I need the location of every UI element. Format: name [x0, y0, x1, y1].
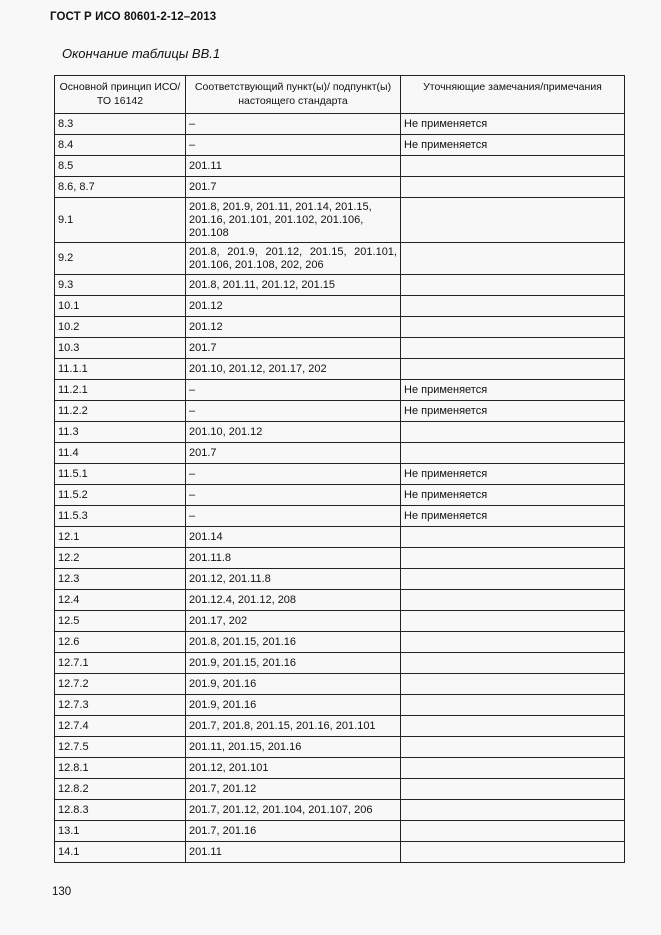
principle-cell: 11.2.2 [55, 401, 186, 422]
principle-cell: 8.5 [55, 156, 186, 177]
clauses-cell: – [186, 114, 401, 135]
table-row [55, 422, 625, 443]
notes-cell: Не применяется [401, 485, 625, 506]
table-row [55, 653, 625, 674]
clauses-cell: 201.11, 201.15, 201.16 [186, 737, 401, 758]
principle-cell: 12.1 [55, 527, 186, 548]
table-body [55, 114, 625, 863]
table-row [55, 296, 625, 317]
notes-cell [401, 275, 625, 296]
clauses-cell: 201.8, 201.11, 201.12, 201.15 [186, 275, 401, 296]
table-row [55, 506, 625, 527]
table-row [55, 198, 625, 243]
clauses-cell: 201.14 [186, 527, 401, 548]
principle-cell: 11.5.2 [55, 485, 186, 506]
principle-cell: 8.4 [55, 135, 186, 156]
clauses-cell: – [186, 506, 401, 527]
clauses-cell: 201.8, 201.9, 201.11, 201.14, 201.15, 201.16, 201.101, 201.102, 201.106, 201.108 [186, 198, 401, 243]
principle-cell: 11.5.1 [55, 464, 186, 485]
principle-cell: 12.8.1 [55, 758, 186, 779]
clauses-cell: 201.10, 201.12 [186, 422, 401, 443]
clauses-cell: – [186, 485, 401, 506]
clauses-cell: 201.7 [186, 338, 401, 359]
notes-cell [401, 653, 625, 674]
clauses-cell: 201.9, 201.15, 201.16 [186, 653, 401, 674]
clauses-cell: 201.7, 201.12 [186, 779, 401, 800]
notes-cell [401, 800, 625, 821]
notes-cell [401, 716, 625, 737]
clauses-cell: 201.11 [186, 842, 401, 863]
notes-cell [401, 338, 625, 359]
notes-cell [401, 243, 625, 275]
notes-cell [401, 842, 625, 863]
clauses-cell: 201.7, 201.8, 201.15, 201.16, 201.101 [186, 716, 401, 737]
table-row [55, 275, 625, 296]
principle-cell: 12.7.4 [55, 716, 186, 737]
principle-cell: 11.1.1 [55, 359, 186, 380]
notes-cell [401, 737, 625, 758]
notes-cell: Не применяется [401, 401, 625, 422]
notes-cell [401, 674, 625, 695]
notes-cell [401, 569, 625, 590]
principle-cell: 12.3 [55, 569, 186, 590]
header-principle: Основной принцип ИСО/ТО 16142 [55, 76, 186, 114]
notes-cell [401, 177, 625, 198]
notes-cell [401, 296, 625, 317]
clauses-cell: 201.11.8 [186, 548, 401, 569]
notes-cell [401, 198, 625, 243]
table-row [55, 443, 625, 464]
table-row [55, 737, 625, 758]
clauses-cell: 201.7 [186, 443, 401, 464]
table-row [55, 716, 625, 737]
notes-cell [401, 548, 625, 569]
principle-cell: 12.7.5 [55, 737, 186, 758]
table-row [55, 590, 625, 611]
principle-cell: 12.7.1 [55, 653, 186, 674]
table-caption: Окончание таблицы ВВ.1 [62, 46, 221, 61]
table-row [55, 527, 625, 548]
clauses-cell: 201.12 [186, 296, 401, 317]
notes-cell: Не применяется [401, 380, 625, 401]
clauses-cell: 201.7 [186, 177, 401, 198]
notes-cell [401, 156, 625, 177]
principle-cell: 11.2.1 [55, 380, 186, 401]
principle-cell: 11.4 [55, 443, 186, 464]
clauses-cell: – [186, 380, 401, 401]
notes-cell [401, 758, 625, 779]
notes-cell [401, 611, 625, 632]
clauses-cell: 201.12 [186, 317, 401, 338]
notes-cell: Не применяется [401, 464, 625, 485]
principle-cell: 9.3 [55, 275, 186, 296]
header-clauses: Соответствующий пункт(ы)/ подпункт(ы) настоящего стандарта [186, 76, 401, 114]
clauses-cell: – [186, 401, 401, 422]
principle-cell: 12.7.2 [55, 674, 186, 695]
principle-cell: 12.4 [55, 590, 186, 611]
table-row [55, 674, 625, 695]
principle-cell: 11.5.3 [55, 506, 186, 527]
principle-cell: 8.3 [55, 114, 186, 135]
clauses-cell: 201.8, 201.15, 201.16 [186, 632, 401, 653]
table-row [55, 548, 625, 569]
clauses-cell: – [186, 135, 401, 156]
table-row [55, 821, 625, 842]
table-row [55, 114, 625, 135]
clauses-cell: 201.12, 201.101 [186, 758, 401, 779]
notes-cell [401, 422, 625, 443]
principle-cell: 12.8.2 [55, 779, 186, 800]
page-number: 130 [52, 886, 72, 898]
clauses-cell: 201.7, 201.16 [186, 821, 401, 842]
table-row [55, 758, 625, 779]
table-row [55, 380, 625, 401]
notes-cell [401, 443, 625, 464]
table-row [55, 243, 625, 275]
notes-cell [401, 317, 625, 338]
table-row [55, 611, 625, 632]
clauses-cell: – [186, 464, 401, 485]
principle-cell: 9.1 [55, 198, 186, 243]
principle-cell: 11.3 [55, 422, 186, 443]
table-row [55, 779, 625, 800]
clauses-cell: 201.9, 201.16 [186, 674, 401, 695]
clauses-cell: 201.11 [186, 156, 401, 177]
principle-cell: 12.6 [55, 632, 186, 653]
notes-cell [401, 359, 625, 380]
principle-cell: 10.2 [55, 317, 186, 338]
principle-cell: 8.6, 8.7 [55, 177, 186, 198]
table-row [55, 156, 625, 177]
principle-cell: 10.3 [55, 338, 186, 359]
table-row [55, 695, 625, 716]
principle-cell: 12.2 [55, 548, 186, 569]
table-row [55, 359, 625, 380]
notes-cell [401, 632, 625, 653]
document-header: ГОСТ Р ИСО 80601-2-12–2013 [50, 11, 217, 23]
notes-cell: Не применяется [401, 114, 625, 135]
principle-cell: 12.7.3 [55, 695, 186, 716]
table-row [55, 485, 625, 506]
principle-cell: 10.1 [55, 296, 186, 317]
clauses-cell: 201.8, 201.9, 201.12, 201.15, 201.101, 201.106, 201.108, 202, 206 [186, 243, 401, 275]
notes-cell: Не применяется [401, 135, 625, 156]
principle-cell: 13.1 [55, 821, 186, 842]
clauses-cell: 201.7, 201.12, 201.104, 201.107, 206 [186, 800, 401, 821]
notes-cell [401, 779, 625, 800]
table-header-row [55, 76, 625, 114]
clauses-cell: 201.9, 201.16 [186, 695, 401, 716]
correspondence-table [54, 75, 625, 863]
table-row [55, 632, 625, 653]
principle-cell: 9.2 [55, 243, 186, 275]
clauses-cell: 201.10, 201.12, 201.17, 202 [186, 359, 401, 380]
table-row [55, 401, 625, 422]
table-row [55, 135, 625, 156]
table-row [55, 317, 625, 338]
header-notes: Уточняющие замечания/примечания [401, 76, 625, 114]
table-row [55, 464, 625, 485]
notes-cell [401, 821, 625, 842]
notes-cell [401, 695, 625, 716]
table-row [55, 569, 625, 590]
table-row [55, 177, 625, 198]
notes-cell [401, 527, 625, 548]
notes-cell: Не применяется [401, 506, 625, 527]
table-row [55, 800, 625, 821]
clauses-cell: 201.12.4, 201.12, 208 [186, 590, 401, 611]
principle-cell: 12.8.3 [55, 800, 186, 821]
notes-cell [401, 590, 625, 611]
table-row [55, 338, 625, 359]
clauses-cell: 201.17, 202 [186, 611, 401, 632]
principle-cell: 14.1 [55, 842, 186, 863]
clauses-cell: 201.12, 201.11.8 [186, 569, 401, 590]
table-row [55, 842, 625, 863]
principle-cell: 12.5 [55, 611, 186, 632]
